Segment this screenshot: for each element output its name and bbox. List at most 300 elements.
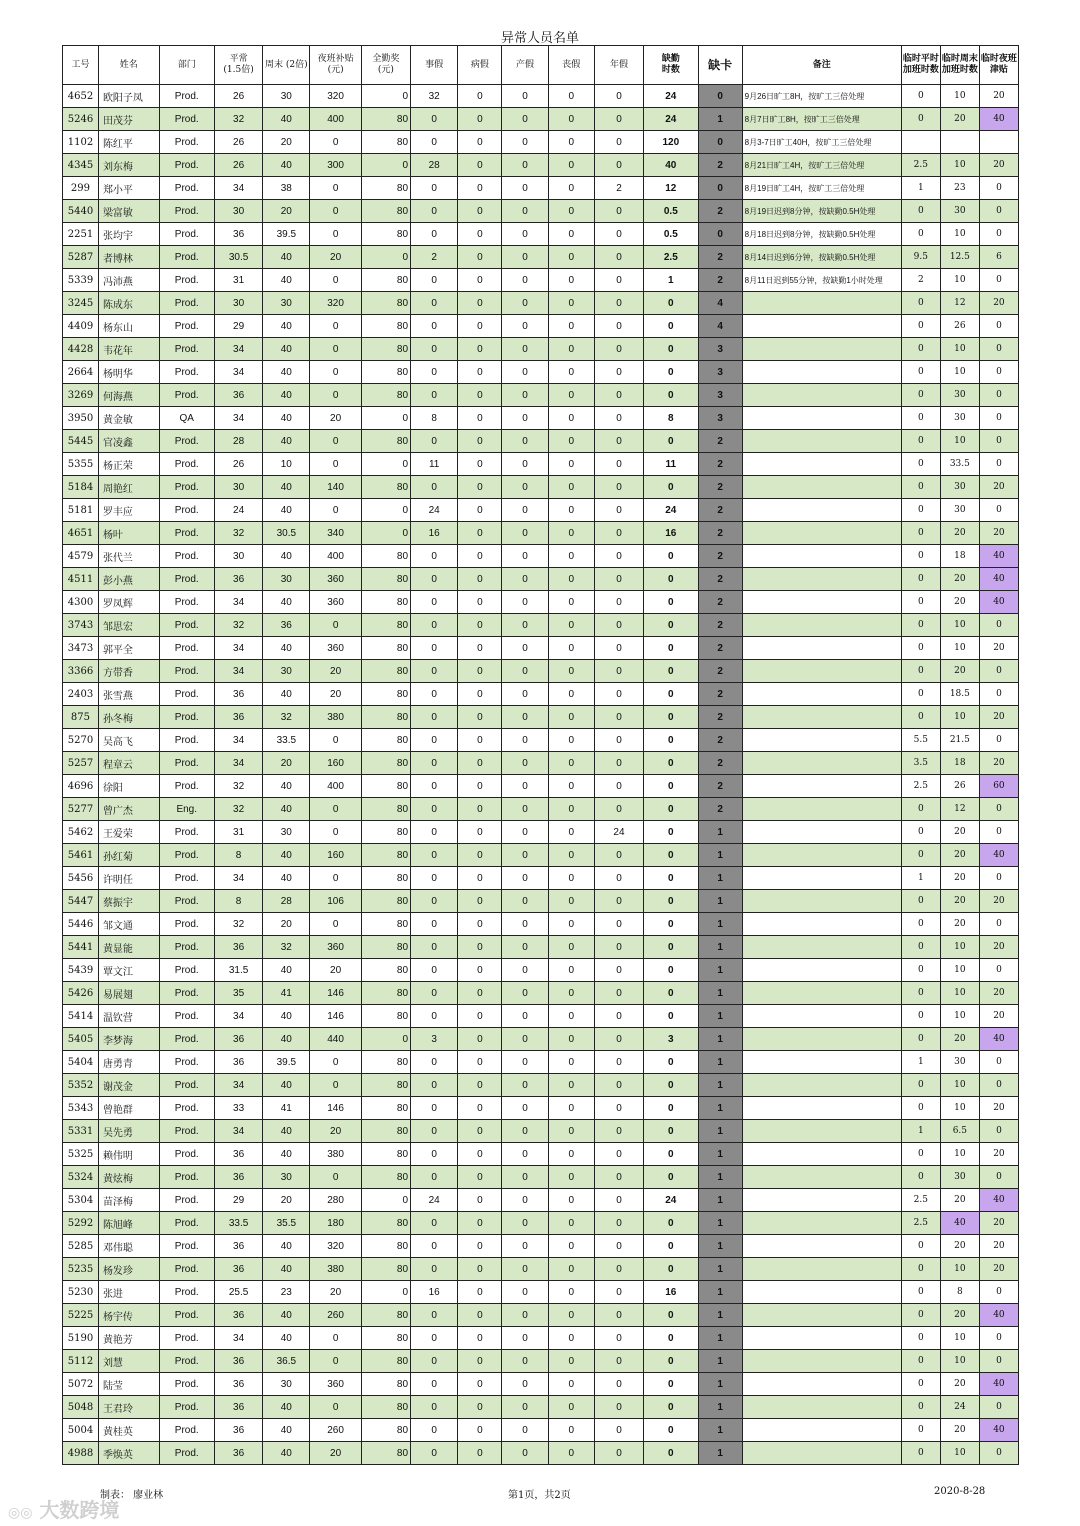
cell-temp-weekday-ot: 0	[901, 1235, 940, 1258]
cell-annual-leave: 0	[594, 223, 643, 246]
cell-temp-weekend-ot: 20	[940, 844, 979, 867]
cell-absence-hours: 40	[644, 154, 698, 177]
cell-annual-leave: 0	[594, 1304, 643, 1327]
footer-maker: 制表： 廖业林	[100, 1490, 164, 1501]
cell-annual-leave: 0	[594, 844, 643, 867]
cell-weekend-ot: 40	[263, 338, 310, 361]
cell-weekend-ot: 36	[263, 614, 310, 637]
cell-sick-leave: 0	[458, 1235, 502, 1258]
cell-temp-weekday-ot: 0	[901, 890, 940, 913]
cell-annual-leave: 0	[594, 637, 643, 660]
cell-night-allowance: 0	[310, 131, 361, 154]
cell-weekend-ot: 40	[263, 1028, 310, 1051]
cell-absence-hours: 0	[644, 821, 698, 844]
cell-annual-leave: 2	[594, 177, 643, 200]
cell-temp-night-allowance: 0	[979, 315, 1018, 338]
cell-dept: QA	[159, 407, 214, 430]
cell-funeral-leave: 0	[548, 1051, 594, 1074]
cell-normal-ot: 36	[214, 1442, 262, 1465]
cell-night-allowance: 106	[310, 890, 361, 913]
cell-sick-leave: 0	[458, 1028, 502, 1051]
cell-missed-punch: 1	[698, 913, 742, 936]
cell-missed-punch: 2	[698, 522, 742, 545]
cell-absence-hours: 0	[644, 890, 698, 913]
cell-annual-leave: 0	[594, 1051, 643, 1074]
cell-weekend-ot: 28	[263, 890, 310, 913]
header-cell: 临时平时加班时数	[901, 46, 940, 85]
cell-name: 陆莹	[98, 1373, 159, 1396]
cell-remark	[742, 1120, 901, 1143]
cell-normal-ot: 36	[214, 1396, 262, 1419]
cell-personal-leave: 0	[411, 292, 458, 315]
cell-personal-leave: 0	[411, 1051, 458, 1074]
cell-annual-leave: 0	[594, 936, 643, 959]
cell-id: 3950	[63, 407, 99, 430]
cell-maternity-leave: 0	[502, 1074, 548, 1097]
cell-attendance-bonus: 80	[361, 1235, 410, 1258]
cell-personal-leave: 0	[411, 844, 458, 867]
cell-weekend-ot: 10	[263, 453, 310, 476]
cell-night-allowance: 0	[310, 1327, 361, 1350]
cell-annual-leave: 0	[594, 568, 643, 591]
cell-attendance-bonus: 80	[361, 1442, 410, 1465]
cell-personal-leave: 0	[411, 1419, 458, 1442]
cell-absence-hours: 0	[644, 1258, 698, 1281]
cell-id: 3743	[63, 614, 99, 637]
cell-weekend-ot: 40	[263, 959, 310, 982]
cell-weekend-ot: 40	[263, 384, 310, 407]
cell-normal-ot: 26	[214, 453, 262, 476]
cell-temp-weekend-ot: 20	[940, 1235, 979, 1258]
cell-maternity-leave: 0	[502, 430, 548, 453]
cell-missed-punch: 1	[698, 1396, 742, 1419]
cell-dept: Prod.	[159, 131, 214, 154]
cell-id: 5287	[63, 246, 99, 269]
cell-absence-hours: 0	[644, 292, 698, 315]
cell-dept: Prod.	[159, 154, 214, 177]
cell-annual-leave: 0	[594, 798, 643, 821]
cell-personal-leave: 0	[411, 1258, 458, 1281]
cell-id: 5331	[63, 1120, 99, 1143]
cell-personal-leave: 0	[411, 913, 458, 936]
cell-normal-ot: 36	[214, 1373, 262, 1396]
cell-annual-leave: 0	[594, 1005, 643, 1028]
cell-absence-hours: 0	[644, 1396, 698, 1419]
cell-sick-leave: 0	[458, 453, 502, 476]
cell-sick-leave: 0	[458, 936, 502, 959]
watermark-icon: ◎◎	[8, 1505, 33, 1521]
cell-absence-hours: 1	[644, 269, 698, 292]
header-cell: 平常 (1.5倍)	[214, 46, 262, 85]
cell-temp-night-allowance: 20	[979, 1235, 1018, 1258]
cell-missed-punch: 2	[698, 430, 742, 453]
cell-annual-leave: 0	[594, 246, 643, 269]
cell-dept: Prod.	[159, 568, 214, 591]
cell-dept: Prod.	[159, 614, 214, 637]
cell-dept: Prod.	[159, 1442, 214, 1465]
table-row	[63, 407, 1019, 430]
cell-annual-leave: 0	[594, 292, 643, 315]
cell-funeral-leave: 0	[548, 1442, 594, 1465]
cell-temp-night-allowance: 40	[979, 1189, 1018, 1212]
cell-missed-punch: 2	[698, 453, 742, 476]
cell-night-allowance: 0	[310, 453, 361, 476]
cell-attendance-bonus: 80	[361, 108, 410, 131]
cell-name: 张雪燕	[98, 683, 159, 706]
cell-funeral-leave: 0	[548, 407, 594, 430]
cell-name: 黄桂英	[98, 1419, 159, 1442]
cell-remark	[742, 913, 901, 936]
cell-missed-punch: 2	[698, 775, 742, 798]
cell-dept: Prod.	[159, 1143, 214, 1166]
cell-funeral-leave: 0	[548, 614, 594, 637]
cell-temp-night-allowance: 20	[979, 1143, 1018, 1166]
cell-temp-weekend-ot: 20	[940, 1189, 979, 1212]
cell-remark	[742, 1442, 901, 1465]
cell-absence-hours: 0	[644, 1097, 698, 1120]
cell-personal-leave: 0	[411, 959, 458, 982]
cell-sick-leave: 0	[458, 1281, 502, 1304]
cell-normal-ot: 31	[214, 269, 262, 292]
cell-sick-leave: 0	[458, 1373, 502, 1396]
cell-personal-leave: 0	[411, 545, 458, 568]
cell-name: 曾艳群	[98, 1097, 159, 1120]
cell-personal-leave: 0	[411, 936, 458, 959]
cell-annual-leave: 0	[594, 499, 643, 522]
cell-missed-punch: 3	[698, 338, 742, 361]
cell-temp-weekday-ot: 1	[901, 1120, 940, 1143]
cell-temp-weekend-ot: 12.5	[940, 246, 979, 269]
cell-remark	[742, 1304, 901, 1327]
cell-temp-weekend-ot: 20	[940, 568, 979, 591]
cell-night-allowance: 160	[310, 752, 361, 775]
cell-id: 5426	[63, 982, 99, 1005]
cell-absence-hours: 120	[644, 131, 698, 154]
table-row	[63, 1097, 1019, 1120]
cell-normal-ot: 24	[214, 499, 262, 522]
table-row	[63, 246, 1019, 269]
cell-temp-weekday-ot: 0	[901, 591, 940, 614]
cell-remark	[742, 867, 901, 890]
cell-sick-leave: 0	[458, 913, 502, 936]
cell-annual-leave: 0	[594, 775, 643, 798]
cell-night-allowance: 0	[310, 1051, 361, 1074]
cell-weekend-ot: 40	[263, 1419, 310, 1442]
cell-normal-ot: 36	[214, 568, 262, 591]
table-row	[63, 338, 1019, 361]
cell-funeral-leave: 0	[548, 384, 594, 407]
cell-annual-leave: 0	[594, 1419, 643, 1442]
cell-temp-night-allowance: 0	[979, 913, 1018, 936]
cell-temp-weekend-ot: 10	[940, 269, 979, 292]
cell-id: 5225	[63, 1304, 99, 1327]
cell-missed-punch: 1	[698, 1189, 742, 1212]
cell-temp-weekend-ot: 26	[940, 315, 979, 338]
cell-remark	[742, 499, 901, 522]
cell-attendance-bonus: 80	[361, 913, 410, 936]
cell-temp-weekday-ot: 0	[901, 223, 940, 246]
cell-missed-punch: 2	[698, 683, 742, 706]
cell-temp-weekend-ot: 10	[940, 223, 979, 246]
cell-night-allowance: 0	[310, 798, 361, 821]
cell-temp-weekday-ot: 0	[901, 407, 940, 430]
cell-sick-leave: 0	[458, 591, 502, 614]
cell-sick-leave: 0	[458, 499, 502, 522]
cell-normal-ot: 36	[214, 936, 262, 959]
cell-night-allowance: 380	[310, 706, 361, 729]
cell-maternity-leave: 0	[502, 407, 548, 430]
cell-normal-ot: 34	[214, 637, 262, 660]
cell-sick-leave: 0	[458, 982, 502, 1005]
cell-personal-leave: 0	[411, 1235, 458, 1258]
cell-maternity-leave: 0	[502, 1166, 548, 1189]
cell-name: 杨叶	[98, 522, 159, 545]
cell-remark	[742, 1143, 901, 1166]
cell-attendance-bonus: 80	[361, 959, 410, 982]
cell-name: 黄炫梅	[98, 1166, 159, 1189]
cell-remark	[742, 545, 901, 568]
cell-annual-leave: 0	[594, 890, 643, 913]
cell-name: 苗泽梅	[98, 1189, 159, 1212]
cell-absence-hours: 0	[644, 1442, 698, 1465]
cell-temp-night-allowance: 0	[979, 453, 1018, 476]
cell-dept: Prod.	[159, 269, 214, 292]
cell-funeral-leave: 0	[548, 1304, 594, 1327]
cell-funeral-leave: 0	[548, 660, 594, 683]
cell-normal-ot: 33	[214, 1097, 262, 1120]
cell-weekend-ot: 23	[263, 1281, 310, 1304]
cell-name: 温钦营	[98, 1005, 159, 1028]
cell-temp-weekday-ot: 0	[901, 1350, 940, 1373]
cell-dept: Eng.	[159, 798, 214, 821]
cell-temp-night-allowance: 20	[979, 522, 1018, 545]
cell-dept: Prod.	[159, 545, 214, 568]
cell-sick-leave: 0	[458, 430, 502, 453]
cell-name: 孙冬梅	[98, 706, 159, 729]
cell-temp-weekday-ot: 0	[901, 1074, 940, 1097]
cell-sick-leave: 0	[458, 269, 502, 292]
cell-temp-night-allowance: 0	[979, 614, 1018, 637]
cell-dept: Prod.	[159, 1304, 214, 1327]
cell-annual-leave: 0	[594, 660, 643, 683]
table-row	[63, 1028, 1019, 1051]
cell-annual-leave: 0	[594, 430, 643, 453]
footer-date: 2020-8-28	[934, 1486, 986, 1497]
cell-sick-leave: 0	[458, 568, 502, 591]
cell-temp-night-allowance: 0	[979, 1051, 1018, 1074]
cell-sick-leave: 0	[458, 798, 502, 821]
cell-maternity-leave: 0	[502, 913, 548, 936]
cell-name: 李梦海	[98, 1028, 159, 1051]
cell-personal-leave: 0	[411, 1350, 458, 1373]
cell-dept: Prod.	[159, 384, 214, 407]
cell-absence-hours: 8	[644, 407, 698, 430]
cell-personal-leave: 0	[411, 683, 458, 706]
cell-temp-weekday-ot: 0	[901, 1005, 940, 1028]
cell-id: 5277	[63, 798, 99, 821]
cell-temp-weekend-ot: 10	[940, 637, 979, 660]
cell-weekend-ot: 40	[263, 108, 310, 131]
cell-remark	[742, 798, 901, 821]
cell-funeral-leave: 0	[548, 637, 594, 660]
cell-weekend-ot: 40	[263, 683, 310, 706]
cell-absence-hours: 0	[644, 660, 698, 683]
cell-remark	[742, 1419, 901, 1442]
cell-temp-weekend-ot: 20	[940, 821, 979, 844]
cell-funeral-leave: 0	[548, 591, 594, 614]
cell-missed-punch: 1	[698, 1051, 742, 1074]
cell-funeral-leave: 0	[548, 85, 594, 108]
cell-temp-weekend-ot: 20	[940, 1373, 979, 1396]
cell-name: 黄艳芳	[98, 1327, 159, 1350]
cell-missed-punch: 1	[698, 1258, 742, 1281]
table-row	[63, 867, 1019, 890]
cell-temp-weekday-ot: 0	[901, 936, 940, 959]
cell-night-allowance: 360	[310, 637, 361, 660]
header-cell: 全勤奖 (元)	[361, 46, 410, 85]
table-row	[63, 1143, 1019, 1166]
cell-personal-leave: 0	[411, 821, 458, 844]
cell-temp-weekend-ot: 24	[940, 1396, 979, 1419]
cell-temp-night-allowance: 0	[979, 361, 1018, 384]
cell-sick-leave: 0	[458, 614, 502, 637]
cell-funeral-leave: 0	[548, 959, 594, 982]
cell-temp-weekday-ot: 0	[901, 1281, 940, 1304]
cell-temp-night-allowance: 0	[979, 223, 1018, 246]
cell-maternity-leave: 0	[502, 959, 548, 982]
cell-sick-leave: 0	[458, 361, 502, 384]
header-cell: 事假	[411, 46, 458, 85]
cell-id: 5461	[63, 844, 99, 867]
cell-absence-hours: 24	[644, 85, 698, 108]
cell-attendance-bonus: 80	[361, 292, 410, 315]
cell-attendance-bonus: 80	[361, 844, 410, 867]
cell-temp-weekend-ot: 10	[940, 614, 979, 637]
cell-absence-hours: 16	[644, 522, 698, 545]
cell-night-allowance: 300	[310, 154, 361, 177]
cell-temp-weekend-ot: 20	[940, 890, 979, 913]
cell-temp-weekday-ot: 0	[901, 1396, 940, 1419]
cell-temp-weekday-ot	[901, 131, 940, 154]
cell-night-allowance: 0	[310, 867, 361, 890]
cell-sick-leave: 0	[458, 338, 502, 361]
cell-weekend-ot: 20	[263, 913, 310, 936]
cell-personal-leave: 0	[411, 867, 458, 890]
cell-temp-night-allowance: 0	[979, 1327, 1018, 1350]
cell-id: 5355	[63, 453, 99, 476]
cell-normal-ot: 29	[214, 315, 262, 338]
cell-maternity-leave: 0	[502, 1304, 548, 1327]
cell-normal-ot: 36	[214, 1350, 262, 1373]
cell-id: 299	[63, 177, 99, 200]
cell-temp-weekend-ot: 30	[940, 384, 979, 407]
cell-temp-night-allowance	[979, 131, 1018, 154]
cell-temp-weekend-ot: 10	[940, 1143, 979, 1166]
cell-missed-punch: 2	[698, 499, 742, 522]
cell-temp-night-allowance: 6	[979, 246, 1018, 269]
cell-remark	[742, 936, 901, 959]
table-row	[63, 1005, 1019, 1028]
cell-id: 5339	[63, 269, 99, 292]
cell-normal-ot: 25.5	[214, 1281, 262, 1304]
cell-weekend-ot: 40	[263, 1120, 310, 1143]
cell-id: 5447	[63, 890, 99, 913]
cell-normal-ot: 34	[214, 338, 262, 361]
cell-funeral-leave: 0	[548, 775, 594, 798]
cell-personal-leave: 32	[411, 85, 458, 108]
cell-name: 徐阳	[98, 775, 159, 798]
cell-absence-hours: 24	[644, 499, 698, 522]
cell-sick-leave: 0	[458, 85, 502, 108]
cell-night-allowance: 0	[310, 499, 361, 522]
header-cell: 丧假	[548, 46, 594, 85]
cell-night-allowance: 20	[310, 246, 361, 269]
cell-temp-weekday-ot: 0	[901, 1304, 940, 1327]
cell-weekend-ot: 40	[263, 407, 310, 430]
cell-name: 邓伟聪	[98, 1235, 159, 1258]
cell-missed-punch: 2	[698, 729, 742, 752]
cell-night-allowance: 20	[310, 407, 361, 430]
cell-temp-weekend-ot: 10	[940, 1097, 979, 1120]
cell-normal-ot: 31	[214, 821, 262, 844]
cell-id: 3245	[63, 292, 99, 315]
cell-name: 张均宇	[98, 223, 159, 246]
table-row	[63, 982, 1019, 1005]
cell-funeral-leave: 0	[548, 361, 594, 384]
cell-temp-weekday-ot: 0	[901, 338, 940, 361]
cell-dept: Prod.	[159, 890, 214, 913]
cell-weekend-ot: 40	[263, 499, 310, 522]
cell-missed-punch: 1	[698, 1028, 742, 1051]
cell-temp-weekend-ot: 20	[940, 522, 979, 545]
cell-id: 5292	[63, 1212, 99, 1235]
table-row	[63, 545, 1019, 568]
cell-annual-leave: 0	[594, 752, 643, 775]
cell-attendance-bonus: 80	[361, 430, 410, 453]
cell-annual-leave: 0	[594, 545, 643, 568]
cell-dept: Prod.	[159, 959, 214, 982]
cell-annual-leave: 0	[594, 1097, 643, 1120]
cell-temp-weekday-ot: 3.5	[901, 752, 940, 775]
cell-normal-ot: 28	[214, 430, 262, 453]
cell-funeral-leave: 0	[548, 1258, 594, 1281]
cell-absence-hours: 0	[644, 384, 698, 407]
cell-dept: Prod.	[159, 637, 214, 660]
cell-temp-night-allowance: 0	[979, 430, 1018, 453]
cell-dept: Prod.	[159, 108, 214, 131]
table-row	[63, 315, 1019, 338]
cell-night-allowance: 20	[310, 683, 361, 706]
table-row	[63, 154, 1019, 177]
cell-id: 5440	[63, 200, 99, 223]
cell-temp-weekday-ot: 0	[901, 959, 940, 982]
cell-weekend-ot: 40	[263, 775, 310, 798]
cell-dept: Prod.	[159, 982, 214, 1005]
cell-id: 5112	[63, 1350, 99, 1373]
cell-sick-leave: 0	[458, 223, 502, 246]
cell-temp-night-allowance: 0	[979, 1281, 1018, 1304]
cell-attendance-bonus: 80	[361, 1350, 410, 1373]
cell-normal-ot: 30	[214, 200, 262, 223]
cell-normal-ot: 34	[214, 1005, 262, 1028]
cell-absence-hours: 16	[644, 1281, 698, 1304]
cell-name: 杨明华	[98, 361, 159, 384]
cell-absence-hours: 0	[644, 591, 698, 614]
table-row	[63, 1235, 1019, 1258]
cell-missed-punch: 1	[698, 108, 742, 131]
cell-remark	[742, 338, 901, 361]
cell-funeral-leave: 0	[548, 1143, 594, 1166]
